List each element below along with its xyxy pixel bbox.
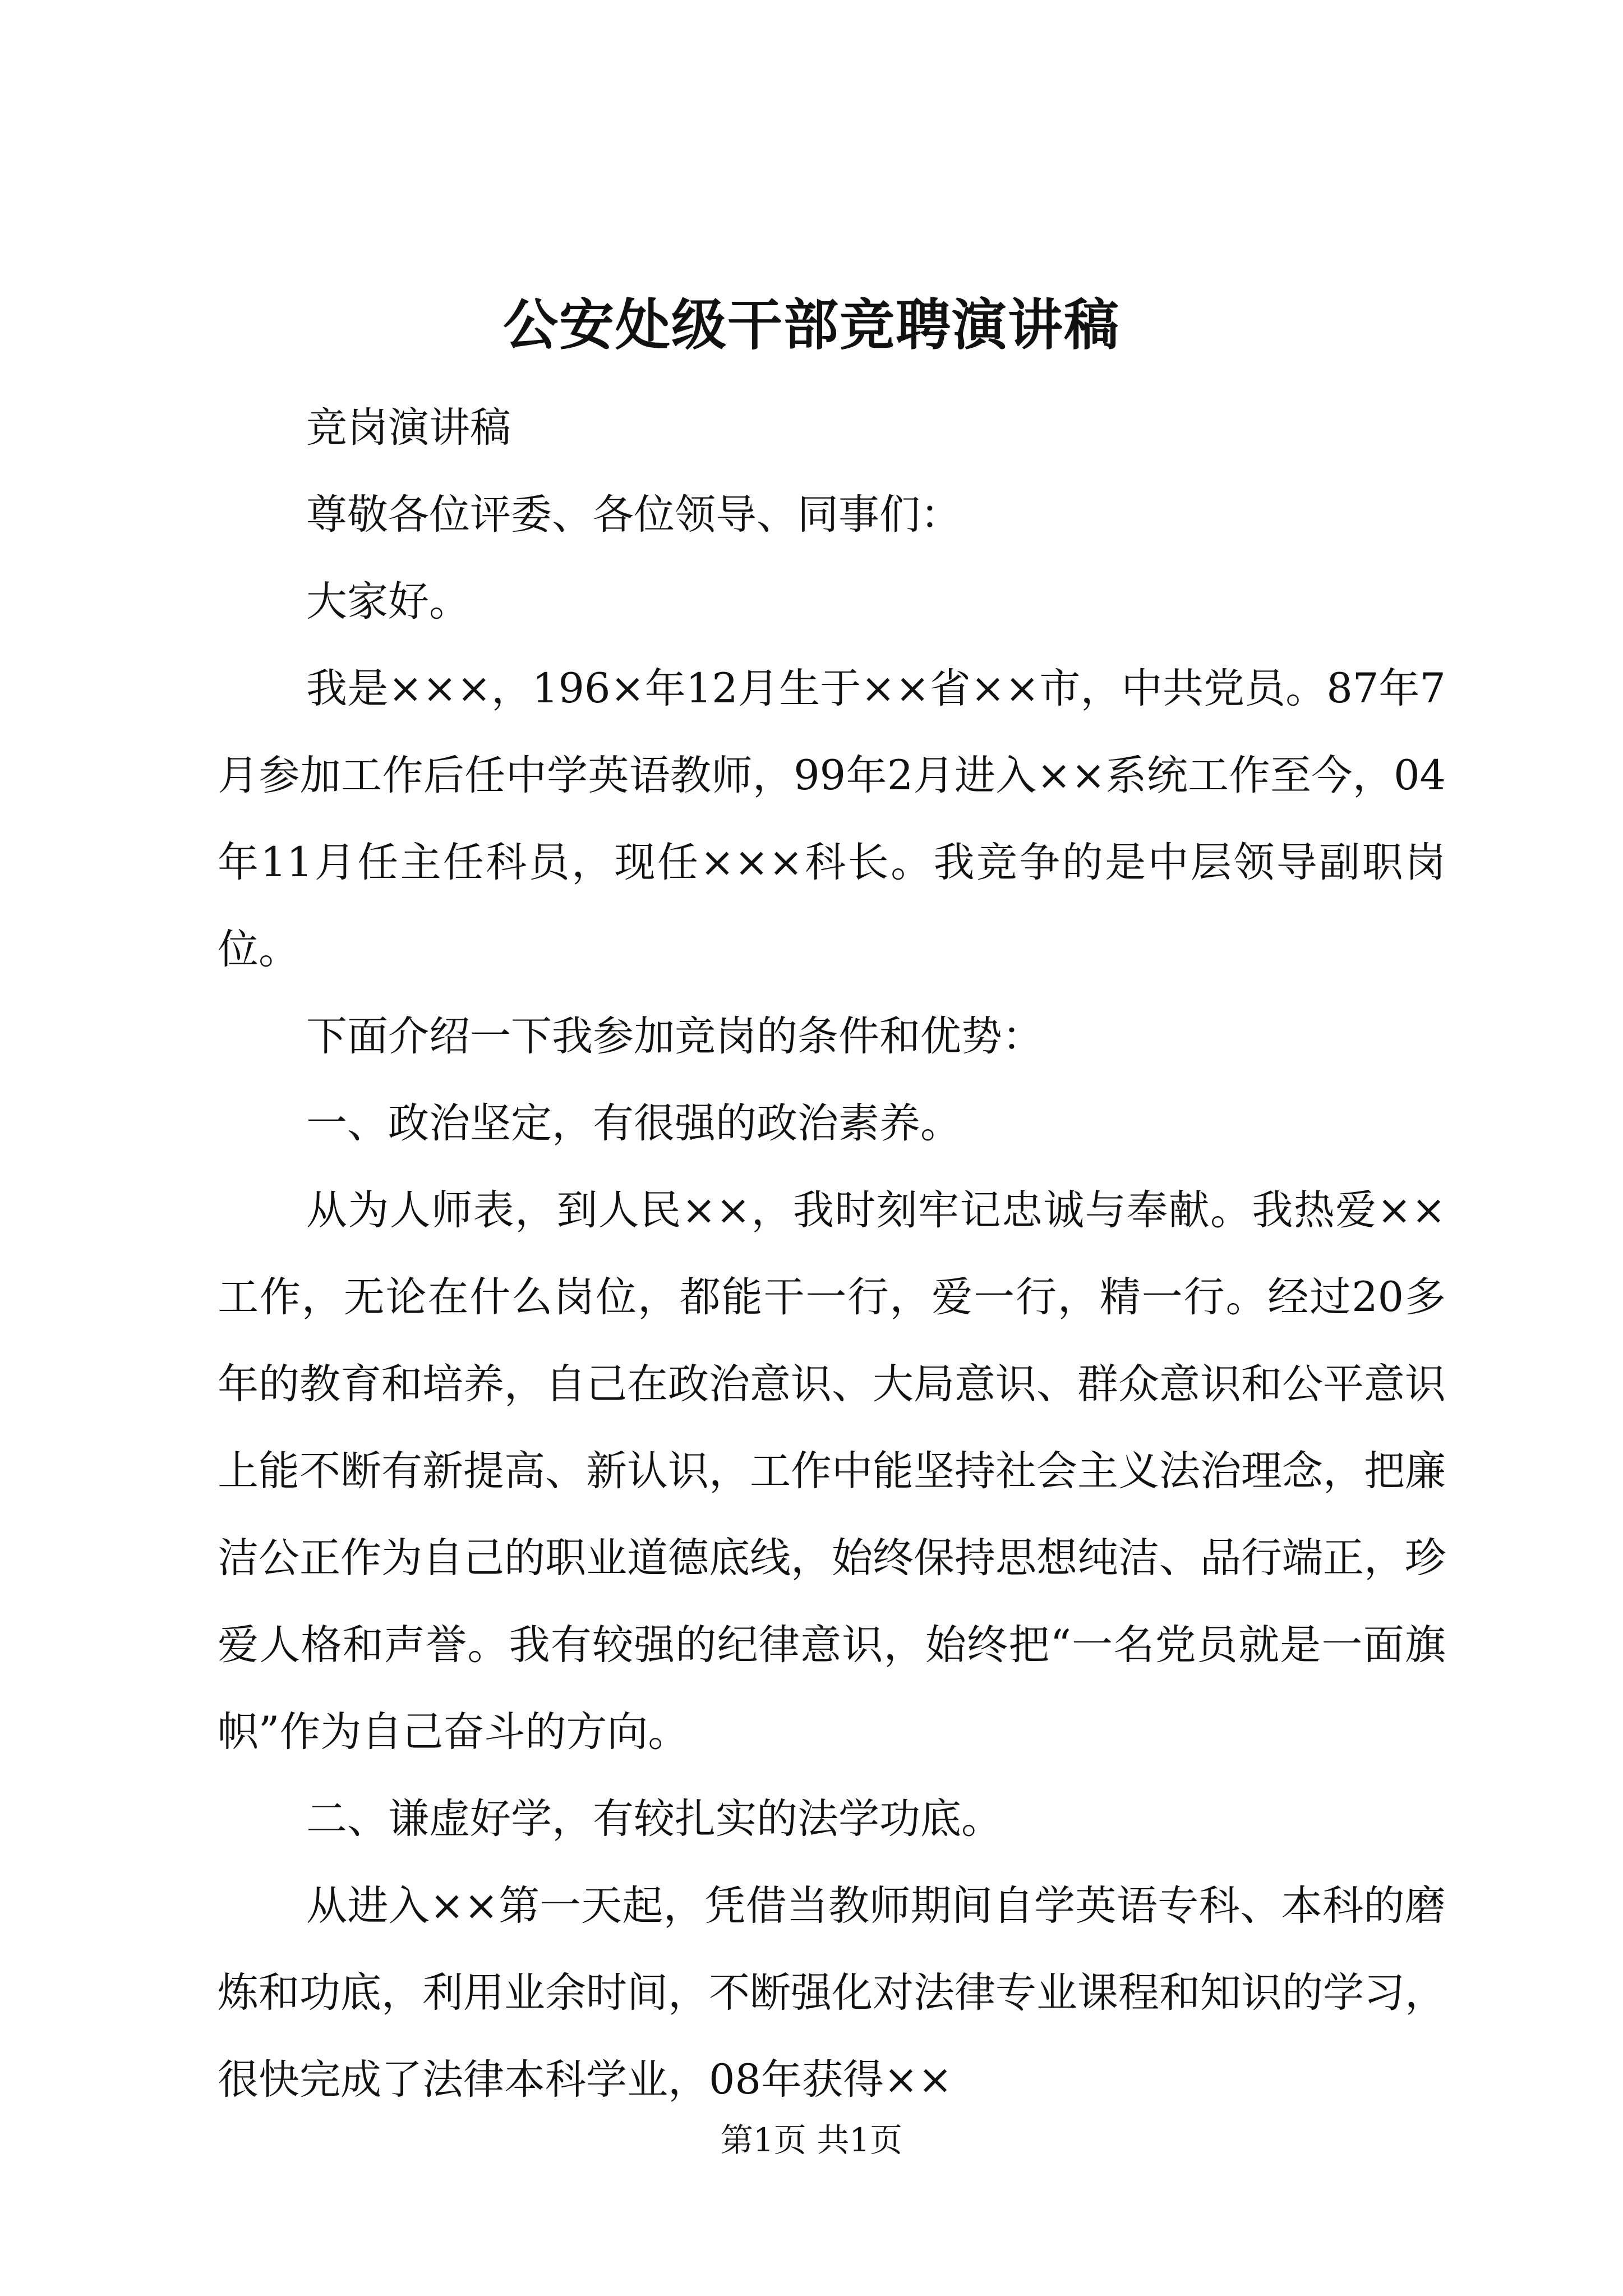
- paragraph-greeting: 大家好。: [306, 578, 470, 625]
- page-footer: 第1页 共1页: [720, 2121, 903, 2159]
- paragraph-conditions-intro: 下面介绍一下我参加竞岗的条件和优势：: [306, 1013, 1043, 1060]
- paragraph-self-intro: 我是×××，196×年12月生于××省××市，中共党员。87年7月参加工作后任中学英语教师，99年2月进入××系统工作至今，04年11月任主任科员，现任×××科长。我竞争的是中层领导副职岗位。: [218, 665, 1446, 973]
- document-body: [218, 384, 1446, 2123]
- document-title: 公安处级干部竞聘演讲稿: [502, 293, 1120, 357]
- paragraph-section-two-heading: 二、谦虚好学，有较扎实的法学功底。: [306, 1795, 1002, 1843]
- paragraph-heading: 竞岗演讲稿: [306, 404, 511, 452]
- paragraph-salutation: 尊敬各位评委、各位领导、同事们：: [306, 491, 961, 539]
- paragraph-section-two-body: 从进入××第一天起，凭借当教师期间自学英语专科、本科的磨炼和功底，利用业余时间，不断强化对法律专业课程和知识的学习，很快完成了法律本科学业，08年获得××: [218, 1882, 1446, 2104]
- paragraph-section-one-heading: 一、政治坚定，有很强的政治素养。: [306, 1099, 961, 1147]
- paragraph-section-one-body: 从为人师表，到人民××，我时刻牢记忠诚与奉献。我热爱××工作，无论在什么岗位，都能干一行，爱一行，精一行。经过20多年的教育和培养，自己在政治意识、大局意识、群众意识和公平意识上能不断有新提高、新认识，工作中能坚持社会主义法治理念，把廉洁公正作为自己的职业道德底线，始终保持思想纯洁、品行端正，珍爱人格和声誉。我有较强的纪律意识，始终把“一名党员就是一面旗帜”作为自己奋斗的方向。: [218, 1186, 1446, 1756]
